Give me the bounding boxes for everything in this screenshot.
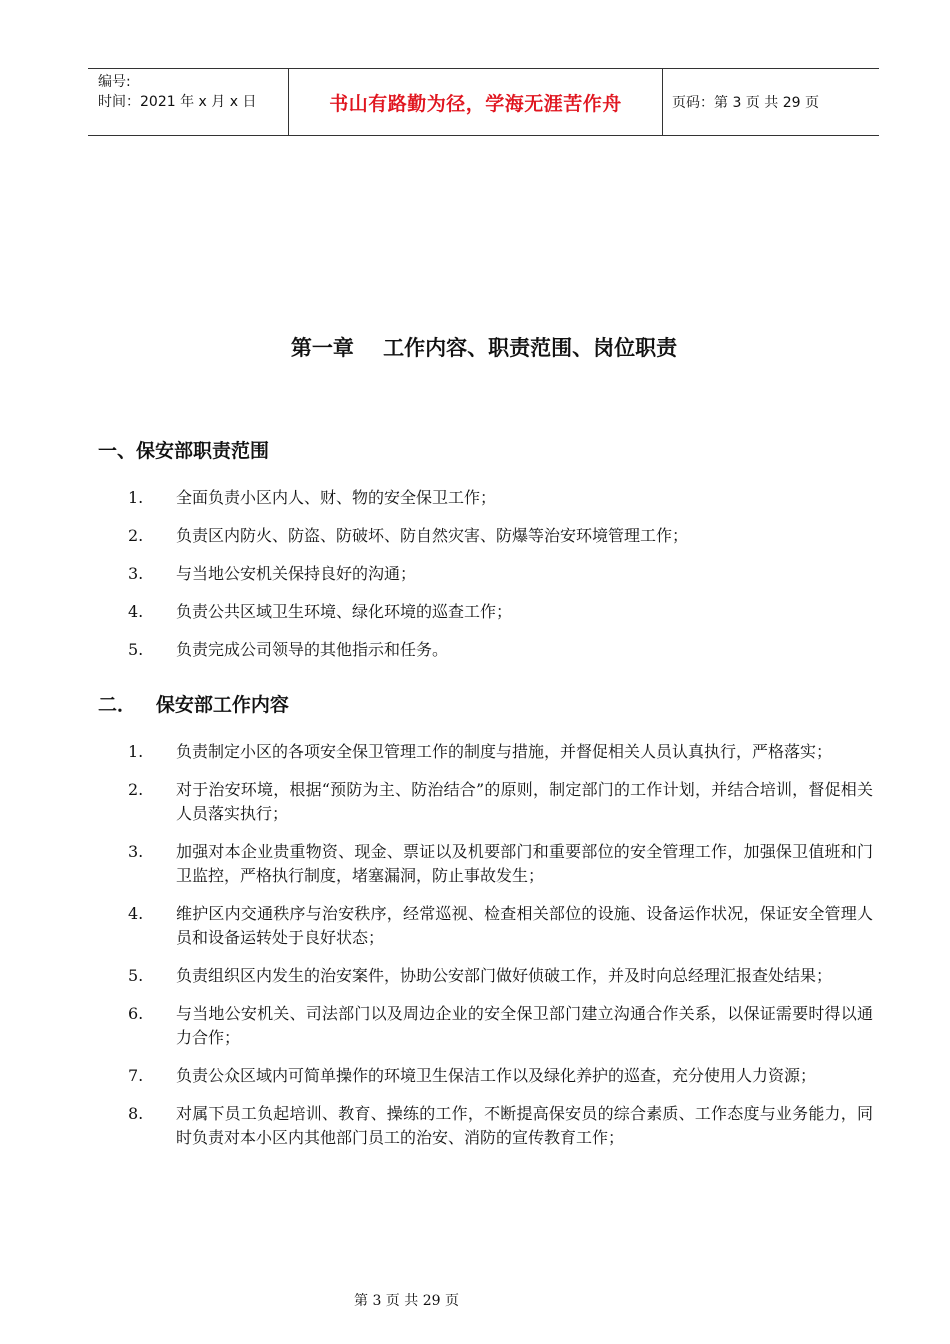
list-item	[128, 778, 873, 826]
list-item	[128, 902, 873, 950]
item-number: 4.	[128, 904, 144, 923]
item-number: 4.	[128, 602, 144, 621]
item-text: 与当地公安机关、司法部门以及周边企业的安全保卫部门建立沟通合作关系，以保证需要时得以通力合作；	[176, 1004, 873, 1047]
header-page-cell	[663, 69, 879, 135]
item-text: 负责公共区域卫生环境、绿化环境的巡查工作；	[176, 602, 513, 621]
item-number: 6.	[128, 1004, 144, 1023]
item-number: 1.	[128, 488, 144, 507]
item-text: 维护区内交通秩序与治安秩序，经常巡视、检查相关部位的设施、设备运作状况，保证安全管理人员和设备运转处于良好状态；	[176, 904, 873, 947]
item-text: 加强对本企业贵重物资、现金、票证以及机要部门和重要部位的安全管理工作，加强保卫值班和门卫监控，严格执行制度，堵塞漏洞，防止事故发生；	[176, 842, 873, 885]
list-item	[128, 562, 873, 586]
item-text: 对属下员工负起培训、教育、操练的工作，不断提高保安员的综合素质、工作态度与业务能力，同时负责对本小区内其他部门员工的治安、消防的宣传教育工作；	[176, 1104, 873, 1147]
item-number: 5.	[128, 640, 144, 659]
item-number: 7.	[128, 1066, 144, 1085]
item-text: 与当地公安机关保持良好的沟通；	[176, 564, 417, 583]
section-heading-1: 一、保安部职责范围	[98, 440, 270, 462]
list-item	[128, 740, 873, 764]
item-number: 8.	[128, 1104, 144, 1123]
motto-text: 书山有路勤为径，学海无涯苦作舟	[329, 92, 622, 115]
item-text: 全面负责小区内人、财、物的安全保卫工作；	[176, 488, 497, 507]
item-text: 负责完成公司领导的其他指示和任务。	[176, 640, 449, 659]
page-footer: 第 3 页 共 29 页	[354, 1293, 459, 1309]
list-item	[128, 840, 873, 888]
list-item	[128, 524, 873, 548]
item-number: 3.	[128, 842, 144, 861]
page-header	[88, 68, 879, 136]
list-item	[128, 638, 873, 662]
header-page-info: 页码：第 3 页 共 29 页	[672, 95, 819, 111]
item-number: 2.	[128, 780, 144, 799]
item-number: 2.	[128, 526, 144, 545]
time-label: 时间：2021 年 x 月 x 日	[98, 94, 257, 110]
code-label: 编号:	[98, 74, 131, 90]
section-2-list	[128, 740, 873, 1164]
header-motto-cell	[289, 69, 663, 135]
item-number: 5.	[128, 966, 144, 985]
list-item	[128, 1064, 873, 1088]
header-meta-cell	[88, 69, 289, 135]
section-heading-2: 二． 保安部工作内容	[98, 694, 289, 716]
item-text: 负责组织区内发生的治安案件，协助公安部门做好侦破工作，并及时向总经理汇报查处结果；	[176, 966, 833, 985]
list-item	[128, 964, 873, 988]
item-text: 对于治安环境，根据“预防为主、防治结合”的原则，制定部门的工作计划，并结合培训，督促相关人员落实执行；	[176, 780, 873, 823]
item-number: 3.	[128, 564, 144, 583]
chapter-title: 第一章 工作内容、职责范围、岗位职责	[290, 336, 678, 360]
section-1-list	[128, 486, 873, 676]
item-number: 1.	[128, 742, 144, 761]
list-item	[128, 600, 873, 624]
list-item	[128, 1102, 873, 1150]
list-item	[128, 486, 873, 510]
list-item	[128, 1002, 873, 1050]
item-text: 负责制定小区的各项安全保卫管理工作的制度与措施，并督促相关人员认真执行，严格落实；	[176, 742, 833, 761]
item-text: 负责公众区域内可简单操作的环境卫生保洁工作以及绿化养护的巡查，充分使用人力资源；	[176, 1066, 817, 1085]
item-text: 负责区内防火、防盗、防破坏、防自然灾害、防爆等治安环境管理工作；	[176, 526, 689, 545]
